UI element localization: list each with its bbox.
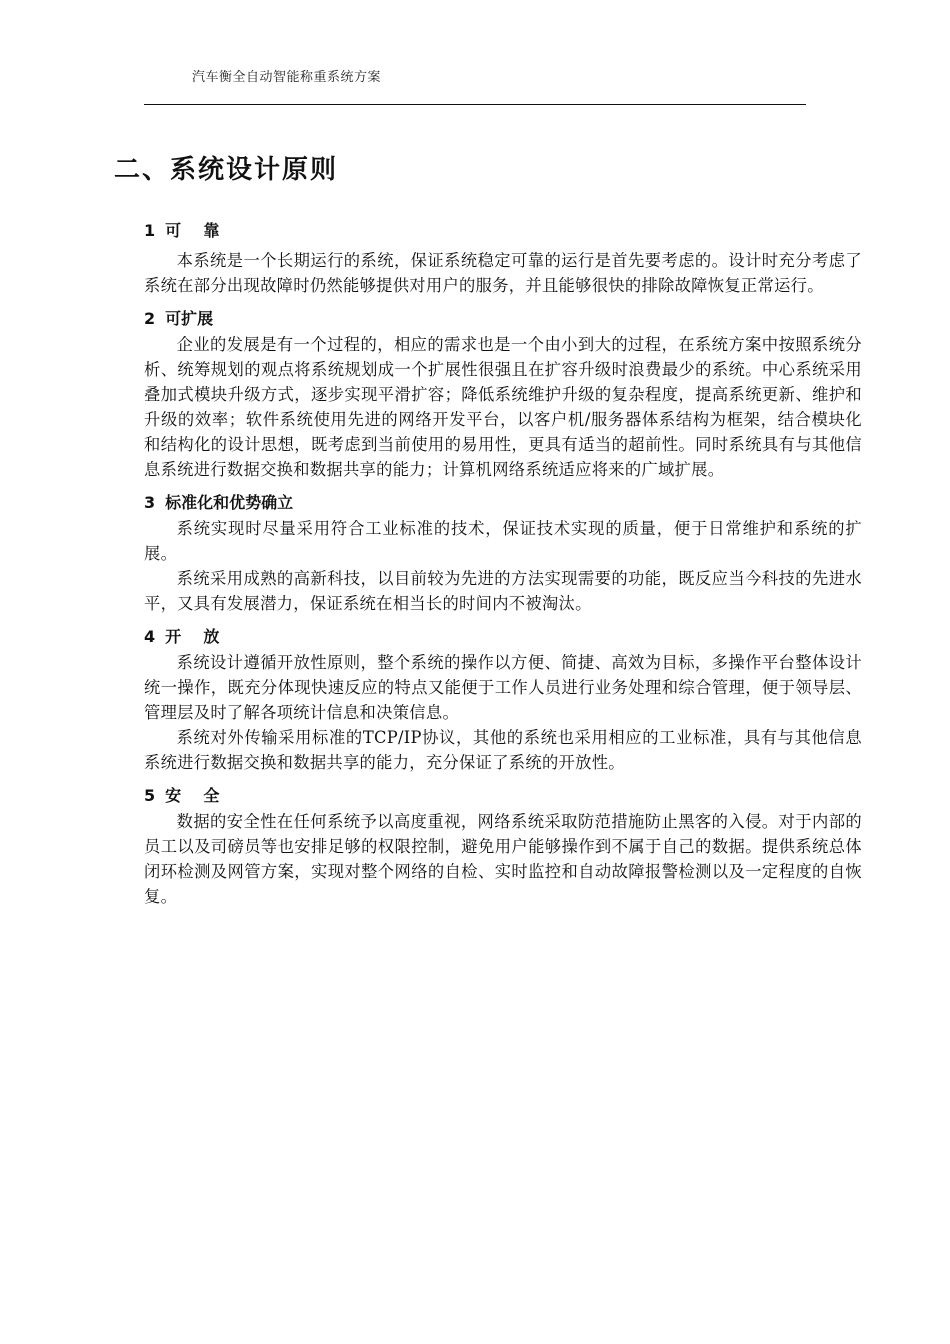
header-divider <box>144 104 806 105</box>
running-header: 汽车衡全自动智能称重系统方案 <box>192 70 382 85</box>
paragraph: 本系统是一个长期运行的系统，保证系统稳定可靠的运行是首先要考虑的。设计时充分考虑了系统在部分出现故障时仍然能够提供对用户的服务，并且能够很快的排除故障恢复正常运行。 <box>144 251 862 295</box>
section-title: 安 全 <box>165 786 220 805</box>
section-number: 4 <box>144 627 156 646</box>
section-number: 3 <box>144 493 156 512</box>
paragraph: 系统对外传输采用标准的TCP/IP协议，其他的系统也采用相应的工业标准，具有与其他信息系统进行数据交换和数据共享的能力，充分保证了系统的开放性。 <box>144 728 862 772</box>
section-title: 可 靠 <box>165 221 220 240</box>
section-openness <box>144 624 862 775</box>
section-title: 开 放 <box>165 627 220 646</box>
section-extensibility <box>144 306 862 482</box>
section-number: 2 <box>144 309 156 328</box>
section-heading <box>144 624 862 650</box>
chapter-title: 二、系统设计原则 <box>114 155 339 185</box>
paragraph: 系统实现时尽量采用符合工业标准的技术，保证技术实现的质量，便于日常维护和系统的扩展。 <box>144 519 862 563</box>
document-body <box>114 150 862 909</box>
section-heading <box>144 218 862 244</box>
section-number: 5 <box>144 786 156 805</box>
section-security <box>144 783 862 909</box>
paragraph: 系统设计遵循开放性原则，整个系统的操作以方便、简捷、高效为目标，多操作平台整体设计统一操作，既充分体现快速反应的特点又能便于工作人员进行业务处理和综合管理，便于领导层、管理层及时了解各项统计信息和决策信息。 <box>144 653 862 722</box>
section-heading <box>144 490 862 516</box>
paragraph: 数据的安全性在任何系统予以高度重视，网络系统采取防范措施防止黑客的入侵。对于内部的员工以及司磅员等也安排足够的权限控制，避免用户能够操作到不属于自己的数据。提供系统总体闭环检测及网管方案，实现对整个网络的自检、实时监控和自动故障报警检测以及一定程度的自恢复。 <box>144 812 862 906</box>
paragraph: 企业的发展是有一个过程的，相应的需求也是一个由小到大的过程，在系统方案中按照系统分析、统筹规划的观点将系统规划成一个扩展性很强且在扩容升级时浪费最少的系统。中心系统采用叠加式模块升级方式，逐步实现平滑扩容；降低系统维护升级的复杂程度，提高系统更新、维护和升级的效率；软件系统使用先进的网络开发平台，以客户机/服务器体系结构为框架，结合模块化和结构化的设计思想，既考虑到当前使用的易用性，更具有适当的超前性。同时系统具有与其他信息系统进行数据交换和数据共享的能力；计算机网络系统适应将来的广域扩展。 <box>144 335 862 479</box>
section-reliability <box>144 218 862 298</box>
section-standardization <box>144 490 862 616</box>
section-title: 标准化和优势确立 <box>165 493 294 512</box>
paragraph: 系统采用成熟的高新科技，以目前较为先进的方法实现需要的功能，既反应当今科技的先进水平，又具有发展潜力，保证系统在相当长的时间内不被淘汰。 <box>144 569 862 613</box>
section-number: 1 <box>144 221 156 240</box>
section-heading <box>144 306 862 332</box>
section-title: 可扩展 <box>165 309 214 328</box>
section-heading <box>144 783 862 809</box>
